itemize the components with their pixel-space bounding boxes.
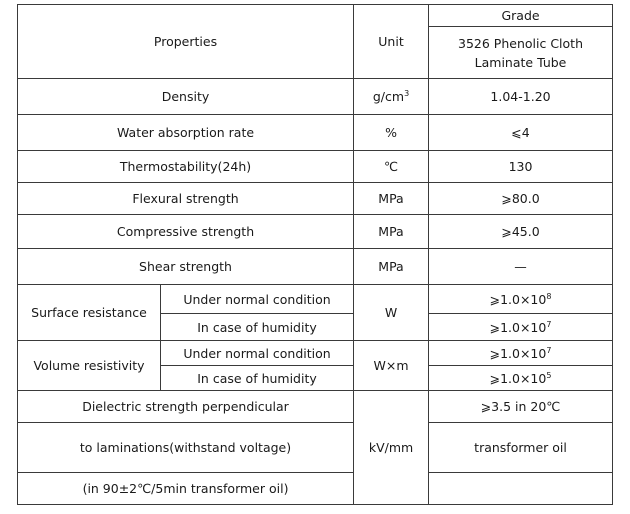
volume-normal-value: $⩾1.0\times 10^7$ xyxy=(429,341,613,366)
water-value: ⩽4 xyxy=(429,115,613,151)
volume-unit: W×m xyxy=(354,341,429,391)
shear-unit: MPa xyxy=(354,249,429,285)
table-row xyxy=(18,341,613,366)
water-label: Water absorption rate xyxy=(18,115,354,151)
dielectric-line3: (in 90±2℃/5min transformer oil) xyxy=(18,473,354,505)
volume-label: Volume resistivity xyxy=(18,341,161,391)
thermo-value: 130 xyxy=(429,151,613,183)
surface-normal-label: Under normal condition xyxy=(161,285,354,314)
dielectric-value2: transformer oil xyxy=(429,423,613,473)
spec-table-container xyxy=(17,4,613,505)
flexural-unit: MPa xyxy=(354,183,429,215)
dielectric-line1: Dielectric strength perpendicular xyxy=(18,391,354,423)
table-row xyxy=(18,79,613,115)
shear-value: — xyxy=(429,249,613,285)
thermo-label: Thermostability(24h) xyxy=(18,151,354,183)
table-row xyxy=(18,151,613,183)
dielectric-value1: ⩾3.5 in 20℃ xyxy=(429,391,613,423)
density-unit: $g/cm^3$ xyxy=(354,79,429,115)
dielectric-value3-empty xyxy=(429,473,613,505)
table-row xyxy=(18,285,613,314)
surface-label: Surface resistance xyxy=(18,285,161,341)
volume-humid-value: $⩾1.0\times 10^5$ xyxy=(429,366,613,391)
table-row xyxy=(18,183,613,215)
water-unit: % xyxy=(354,115,429,151)
thermo-unit: ℃ xyxy=(354,151,429,183)
density-value: 1.04-1.20 xyxy=(429,79,613,115)
surface-normal-value: $⩾1.0\times 10^8$ xyxy=(429,285,613,314)
table-row xyxy=(18,473,613,505)
surface-unit: W xyxy=(354,285,429,341)
properties-table xyxy=(17,4,613,505)
compressive-unit: MPa xyxy=(354,215,429,249)
header-product: 3526 Phenolic Cloth Laminate Tube xyxy=(429,27,613,79)
flexural-value: ⩾80.0 xyxy=(429,183,613,215)
table-row xyxy=(18,249,613,285)
volume-humid-label: In case of humidity xyxy=(161,366,354,391)
volume-normal-label: Under normal condition xyxy=(161,341,354,366)
compressive-value: ⩾45.0 xyxy=(429,215,613,249)
flexural-label: Flexural strength xyxy=(18,183,354,215)
surface-humid-value: $⩾1.0\times 10^7$ xyxy=(429,314,613,341)
compressive-label: Compressive strength xyxy=(18,215,354,249)
dielectric-unit: kV/mm xyxy=(354,391,429,505)
table-row xyxy=(18,423,613,473)
dielectric-line2: to laminations(withstand voltage) xyxy=(18,423,354,473)
table-row xyxy=(18,215,613,249)
table-row xyxy=(18,115,613,151)
header-grade: Grade xyxy=(429,5,613,27)
shear-label: Shear strength xyxy=(18,249,354,285)
header-row xyxy=(18,5,613,27)
table-row xyxy=(18,391,613,423)
density-label: Density xyxy=(18,79,354,115)
surface-humid-label: In case of humidity xyxy=(161,314,354,341)
header-properties: Properties xyxy=(18,5,354,79)
header-unit: Unit xyxy=(354,5,429,79)
